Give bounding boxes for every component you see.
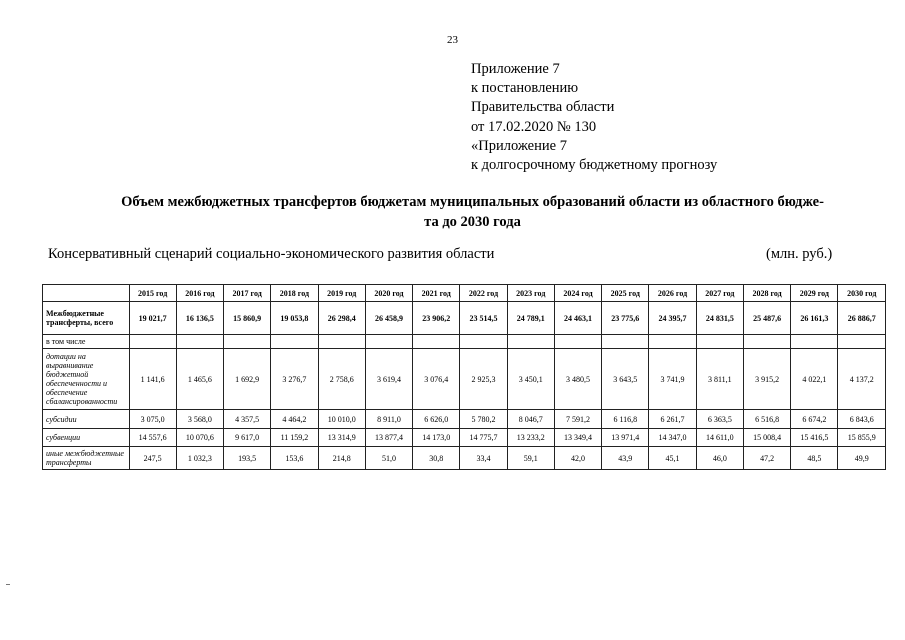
row-label: субвенции [43,429,130,447]
table-cell: 214,8 [318,447,365,470]
table-cell: 1 032,3 [176,447,223,470]
table-cell: 2 925,3 [460,349,507,410]
table-cell: 14 173,0 [413,429,460,447]
header-year-cell: 2029 год [791,285,838,302]
header-year-cell: 2028 год [743,285,790,302]
table-cell: 4 357,5 [224,410,271,429]
table-cell [554,335,601,349]
table-row-other-transfers [43,447,886,470]
page-number: 23 [447,34,458,46]
table-cell: 45,1 [649,447,696,470]
table-cell: 24 395,7 [649,302,696,335]
table-cell: 43,9 [602,447,649,470]
table-cell: 3 741,9 [649,349,696,410]
table-cell: 24 789,1 [507,302,554,335]
table-cell: 14 611,0 [696,429,743,447]
table-cell: 14 557,6 [129,429,176,447]
table-cell: 26 161,3 [791,302,838,335]
table-cell: 9 617,0 [224,429,271,447]
table-cell: 59,1 [507,447,554,470]
appendix-line: от 17.02.2020 № 130 [471,118,597,135]
table-cell: 26 886,7 [838,302,886,335]
appendix-line: «Приложение 7 [471,137,567,154]
table-cell: 11 159,2 [271,429,318,447]
table-row-total [43,302,886,335]
transfers-table [42,284,886,470]
header-year-cell: 2030 год [838,285,886,302]
table-cell: 13 349,4 [554,429,601,447]
row-label: дотации на выравнивание бюджетной обеспеченности и обеспечение сбалансированности [43,349,130,410]
table-cell: 19 053,8 [271,302,318,335]
scenario-caption: Консервативный сценарий социально-экономического развития области [48,246,495,262]
table-cell: 3 619,4 [365,349,412,410]
table-row-dotatsii [43,349,886,410]
table-cell [460,335,507,349]
table-cell [365,335,412,349]
table-cell: 6 116,8 [602,410,649,429]
table-row-including [43,335,886,349]
table-cell [271,335,318,349]
table-cell: 14 347,0 [649,429,696,447]
table-cell: 3 276,7 [271,349,318,410]
table-cell [602,335,649,349]
table-cell: 15 416,5 [791,429,838,447]
table-cell [743,335,790,349]
table-cell: 13 971,4 [602,429,649,447]
table-cell: 3 811,1 [696,349,743,410]
table-cell: 33,4 [460,447,507,470]
header-year-cell: 2027 год [696,285,743,302]
table-cell: 3 076,4 [413,349,460,410]
table-cell: 3 643,5 [602,349,649,410]
table-cell: 6 261,7 [649,410,696,429]
table-cell: 13 233,2 [507,429,554,447]
table-cell: 6 843,6 [838,410,886,429]
header-year-cell: 2021 год [413,285,460,302]
table-cell: 4 137,2 [838,349,886,410]
header-year-cell: 2026 год [649,285,696,302]
table-cell: 26 458,9 [365,302,412,335]
header-year-cell: 2016 год [176,285,223,302]
table-cell: 1 692,9 [224,349,271,410]
document-title-line: та до 2030 года [424,214,521,230]
table-cell: 247,5 [129,447,176,470]
table-cell: 3 075,0 [129,410,176,429]
table-cell: 24 463,1 [554,302,601,335]
table-cell: 153,6 [271,447,318,470]
header-year-cell: 2024 год [554,285,601,302]
table-cell: 4 022,1 [791,349,838,410]
table-cell: 49,9 [838,447,886,470]
table-cell: 15 008,4 [743,429,790,447]
table-cell: 10 010,0 [318,410,365,429]
table-cell: 6 626,0 [413,410,460,429]
table-cell: 5 780,2 [460,410,507,429]
table-cell: 23 514,5 [460,302,507,335]
header-year-cell: 2019 год [318,285,365,302]
table-cell: 13 877,4 [365,429,412,447]
table-cell: 1 141,6 [129,349,176,410]
table-cell [791,335,838,349]
table-cell: 6 516,8 [743,410,790,429]
header-year-cell: 2022 год [460,285,507,302]
table-row-subsidii [43,410,886,429]
row-label: субсидии [43,410,130,429]
table-cell: 6 363,5 [696,410,743,429]
appendix-line: к постановлению [471,80,579,97]
table-cell: 46,0 [696,447,743,470]
table-cell: 15 860,9 [224,302,271,335]
table-cell: 10 070,6 [176,429,223,447]
document-title [90,192,855,232]
units-caption: (млн. руб.) [766,246,833,262]
table-cell: 14 775,7 [460,429,507,447]
table-cell: 4 464,2 [271,410,318,429]
table-cell: 3 450,1 [507,349,554,410]
document-title-line: Объем межбюджетных трансфертов бюджетам муниципальных образований области из областного бюдже- [121,194,824,210]
row-label: иные межбюджетные трансферты [43,447,130,470]
header-year-cell: 2018 год [271,285,318,302]
table-cell [176,335,223,349]
scan-edge-mark [6,584,10,585]
table-cell: 16 136,5 [176,302,223,335]
table-cell: 15 855,9 [838,429,886,447]
table-header-row [43,285,886,302]
table-cell: 19 021,7 [129,302,176,335]
appendix-header [471,60,717,175]
appendix-line: к долгосрочному бюджетному прогнозу [471,157,718,174]
table-cell: 26 298,4 [318,302,365,335]
table-cell: 3 568,0 [176,410,223,429]
table-cell: 42,0 [554,447,601,470]
table-cell [649,335,696,349]
header-year-cell: 2015 год [129,285,176,302]
table-cell: 1 465,6 [176,349,223,410]
table-cell: 47,2 [743,447,790,470]
table-cell: 23 775,6 [602,302,649,335]
header-label-cell [43,285,130,302]
table-cell [129,335,176,349]
table-cell: 8 046,7 [507,410,554,429]
table-cell: 30,8 [413,447,460,470]
header-year-cell: 2025 год [602,285,649,302]
table-cell [318,335,365,349]
table-cell: 25 487,6 [743,302,790,335]
table-cell [507,335,554,349]
table-cell: 7 591,2 [554,410,601,429]
header-year-cell: 2017 год [224,285,271,302]
table-cell: 51,0 [365,447,412,470]
table-cell: 6 674,2 [791,410,838,429]
header-year-cell: 2023 год [507,285,554,302]
table-cell [696,335,743,349]
table-cell: 3 480,5 [554,349,601,410]
table-cell: 24 831,5 [696,302,743,335]
table-row-subventsii [43,429,886,447]
table-cell: 8 911,0 [365,410,412,429]
row-label: в том числе [43,335,130,349]
table-cell [224,335,271,349]
table-cell: 23 906,2 [413,302,460,335]
table-cell [413,335,460,349]
row-label: Межбюджетные трансферты, всего [43,302,130,335]
table-cell [838,335,886,349]
table-cell: 13 314,9 [318,429,365,447]
table-cell: 48,5 [791,447,838,470]
appendix-line: Правительства области [471,99,615,116]
appendix-line: Приложение 7 [471,61,560,77]
table-cell: 193,5 [224,447,271,470]
table-cell: 3 915,2 [743,349,790,410]
header-year-cell: 2020 год [365,285,412,302]
table-cell: 2 758,6 [318,349,365,410]
